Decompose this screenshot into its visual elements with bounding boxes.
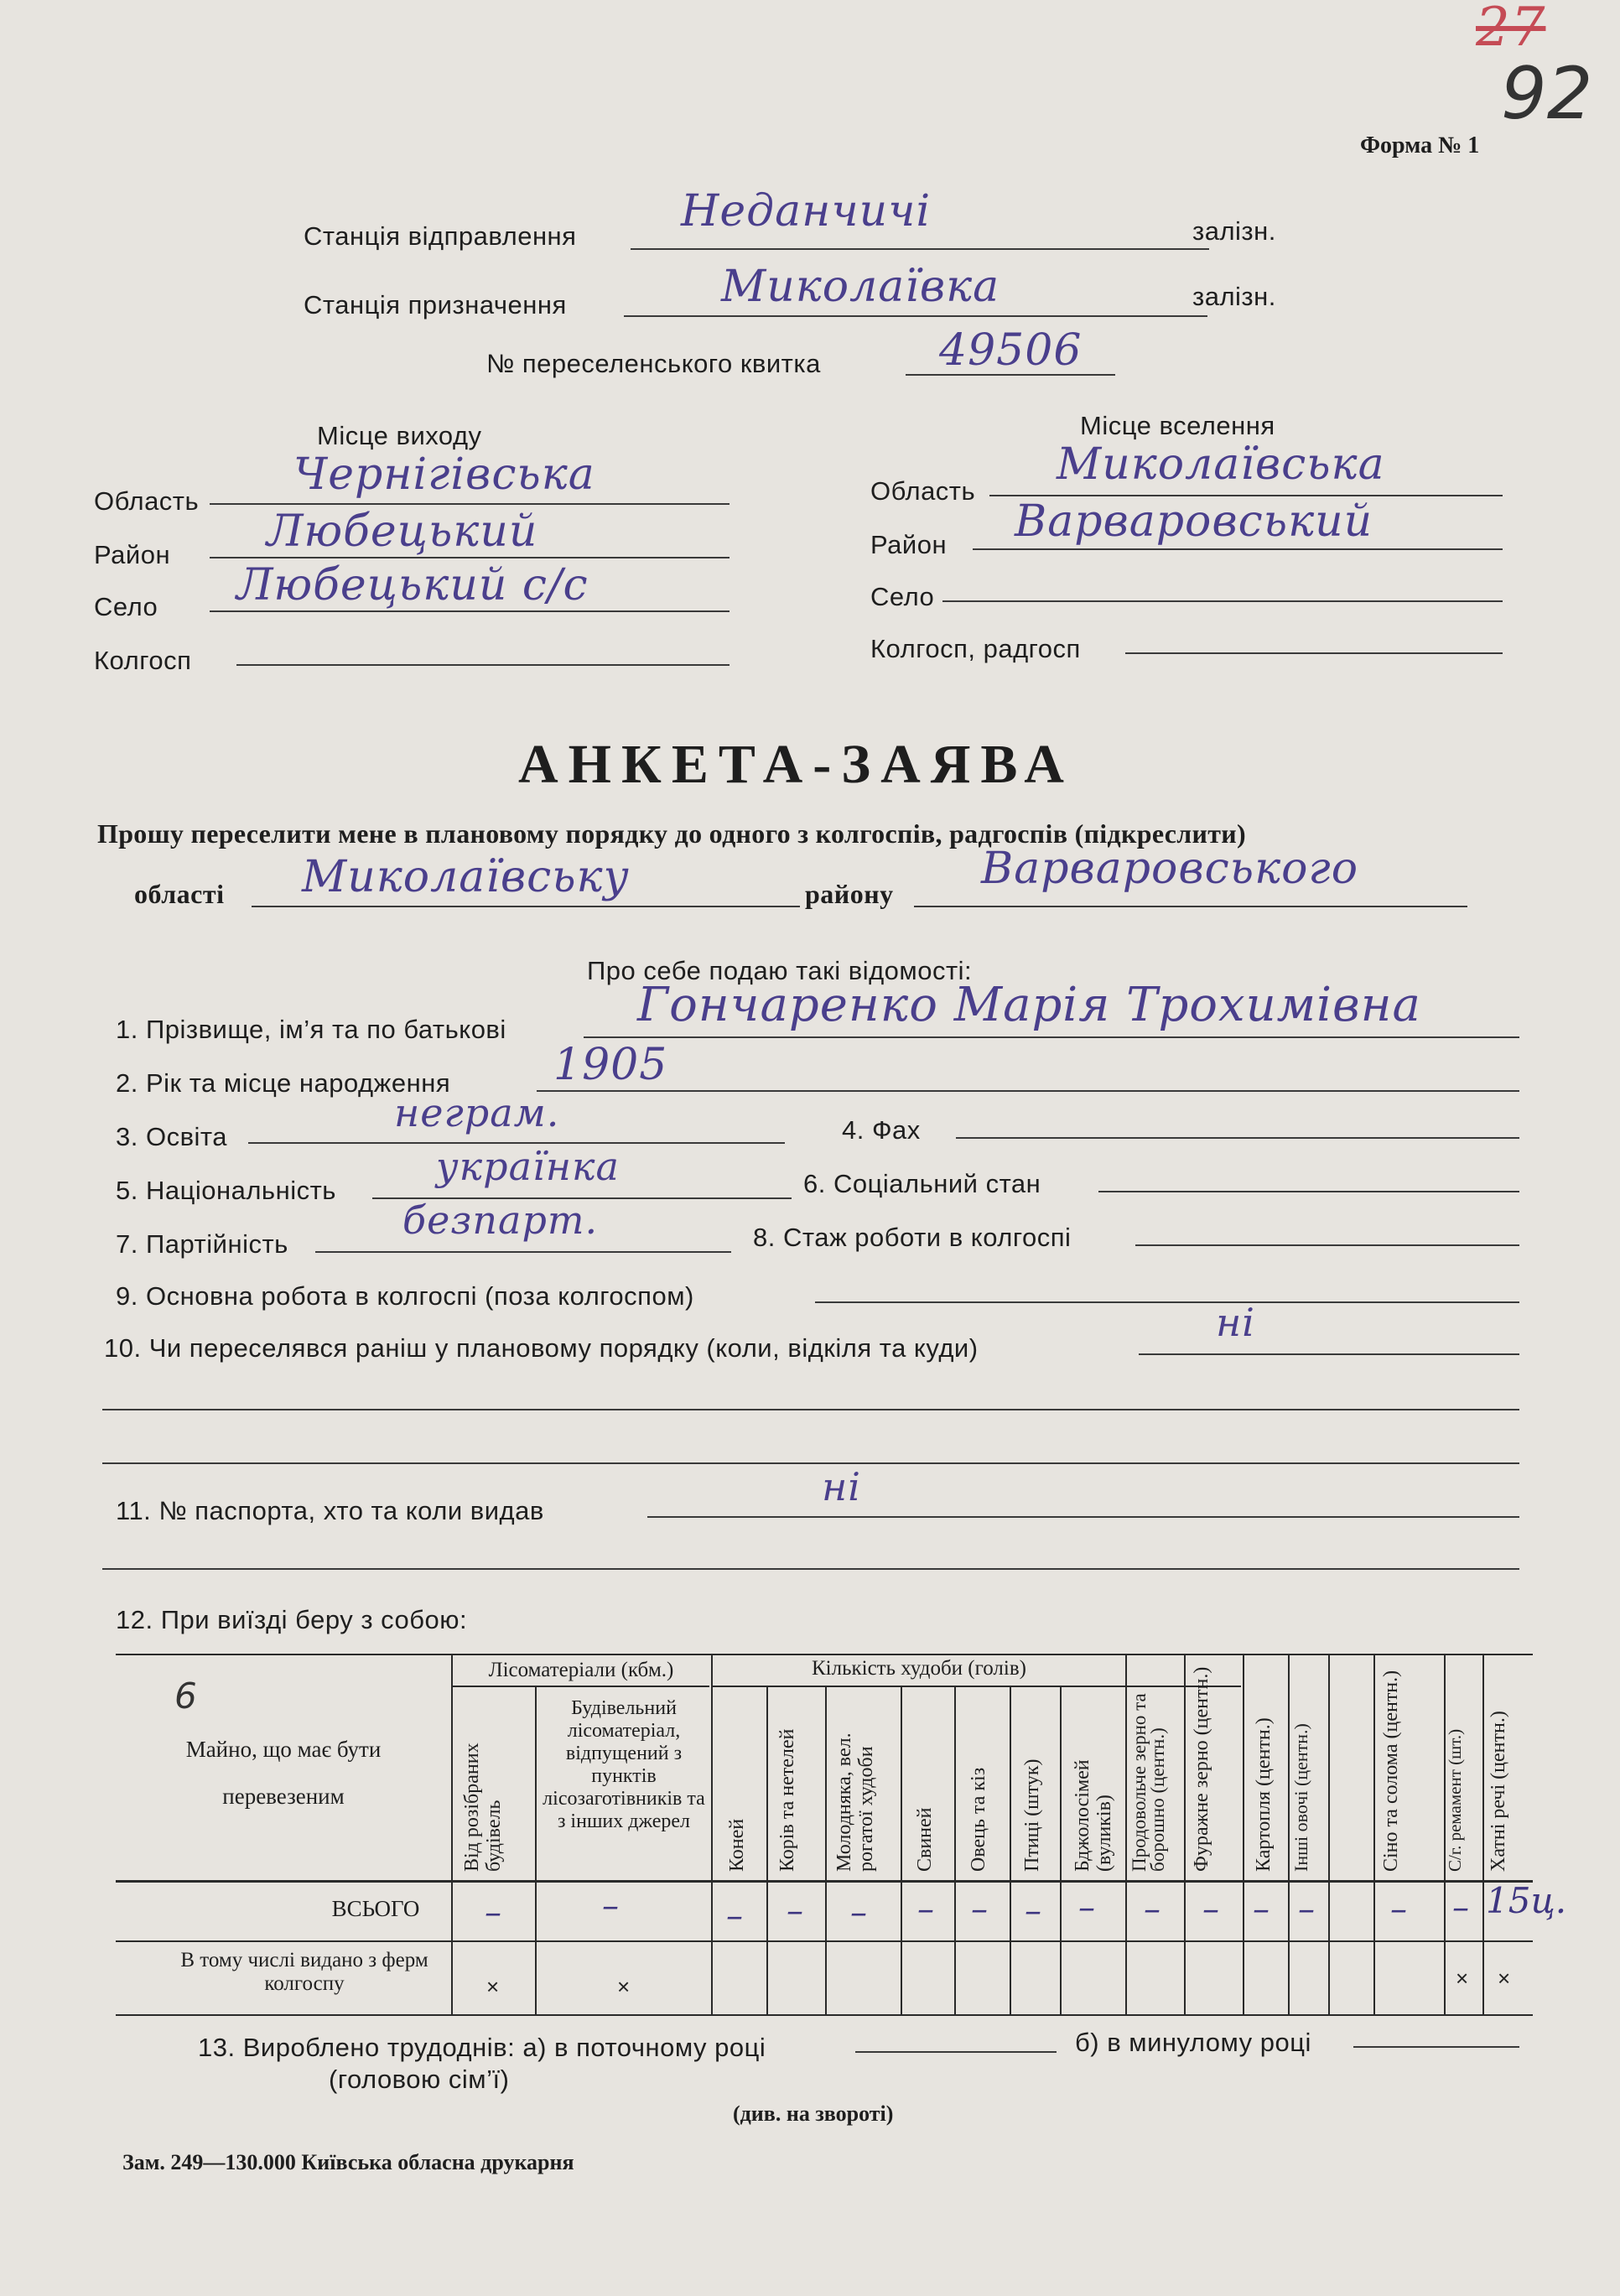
request-raion-label: району (805, 879, 894, 909)
field-1-value: Гончаренко Марія Трохимівна (637, 978, 1421, 1032)
row-farm-label: В тому числі видано з ферм колгоспу (180, 1949, 428, 1995)
form-number: Форма № 1 (1360, 132, 1480, 158)
departure-station-suffix: залізн. (1192, 216, 1276, 246)
ticket-value: 49506 (939, 325, 1083, 376)
origin-selo-value: Любецький с/с (236, 560, 589, 610)
col-sheep: Овець та кіз (968, 1767, 989, 1872)
field-10-line-c (102, 1462, 1519, 1464)
total-horses: – (726, 1897, 743, 1935)
farm-tools-x: × (1456, 1966, 1469, 1991)
total-bees: – (1078, 1888, 1095, 1927)
destination-oblast-value: Миколаївська (1057, 439, 1385, 490)
field-1-label: 1. Прізвище, ім’я та по батькові (116, 1015, 506, 1044)
field-11-line (647, 1516, 1519, 1518)
farm-house-x: × (1498, 1966, 1511, 1991)
col-pigs: Свиней (914, 1807, 936, 1872)
property-table (116, 1654, 1567, 2016)
request-oblast-value: Миколаївську (302, 852, 630, 902)
field-7-value: безпарт. (402, 1197, 599, 1243)
field-3-value: неграм. (394, 1090, 560, 1135)
field-13-label: 13. Вироблено трудоднів: а) в поточному році (198, 2033, 766, 2062)
col-building-timber: Будівельний лісоматеріал, відпущений з пунктів лісозаготівників та з інших джерел (543, 1697, 705, 1832)
col-horses: Коней (726, 1818, 748, 1872)
field-11-line-b (102, 1568, 1519, 1570)
destination-raion-line (973, 548, 1503, 550)
destination-heading: Місце вселення (1080, 411, 1275, 440)
origin-selo-line (210, 610, 730, 612)
col-demolition: Від розібраних будівель (461, 1743, 505, 1872)
ticket-label: № переселенського квитка (486, 349, 821, 378)
field-9-line (815, 1301, 1519, 1303)
archive-number-crossed: 27 (1476, 0, 1546, 59)
total-poultry: – (1025, 1892, 1041, 1930)
destination-selo-label: Село (870, 582, 935, 611)
field-13-sub: (головою сім’ї) (329, 2065, 510, 2094)
origin-kolgosp-label: Колгосп (94, 646, 192, 675)
request-text: Прошу переселити мене в плановому порядку до одного з колгоспів, радгоспів (підкреслити) (97, 818, 1246, 849)
field-7-line (315, 1251, 731, 1253)
field-3-label: 3. Освіта (116, 1122, 228, 1151)
field-13b-line (1353, 2046, 1519, 2048)
field-12-label: 12. При виїзді беру з собою: (116, 1605, 468, 1634)
field-10-line-b (102, 1409, 1519, 1410)
origin-oblast-label: Область (94, 486, 200, 516)
total-house: 15ц. (1486, 1880, 1567, 1921)
request-oblast-label: області (134, 879, 225, 909)
col-potato: Картопля (центн.) (1253, 1717, 1275, 1872)
origin-heading: Місце виходу (317, 421, 482, 450)
field-2-label: 2. Рік та місце народження (116, 1068, 451, 1098)
request-oblast-line (252, 906, 800, 907)
pencil-mark: 6 (174, 1675, 197, 1717)
origin-selo-label: Село (94, 592, 158, 621)
printer-imprint: Зам. 249—130.000 Київська обласна друкарня (122, 2150, 574, 2174)
origin-oblast-value: Чернігівська (293, 449, 595, 500)
col-poultry: Птиці (штук) (1021, 1758, 1043, 1872)
field-8-line (1135, 1244, 1519, 1246)
departure-station-label: Станція відправлення (304, 221, 577, 251)
origin-raion-line (210, 557, 730, 558)
field-6-line (1098, 1191, 1519, 1192)
total-young: – (850, 1893, 867, 1932)
archive-number: 92 (1501, 52, 1593, 136)
departure-station-line (631, 248, 1209, 250)
field-10-line-a (1139, 1353, 1519, 1355)
document-title: АНКЕТА-ЗАЯВА (518, 734, 1074, 795)
col-young: Молодняка, вел. рогатої худоби (833, 1732, 877, 1872)
col-feed-grain: Фуражне зерно (центн.) (1191, 1666, 1212, 1872)
field-13b-label: б) в минулому році (1075, 2028, 1311, 2057)
destination-station-suffix: залізн. (1192, 282, 1276, 311)
reverse-note: (див. на звороті) (733, 2101, 894, 2126)
col-food-grain: Продовольче зерно та борошно (центн.) (1129, 1693, 1168, 1872)
field-2-value: 1905 (553, 1040, 668, 1090)
field-2-line (537, 1090, 1519, 1092)
total-veg: – (1298, 1890, 1315, 1929)
total-demolition: – (485, 1893, 501, 1932)
field-11-label: 11. № паспорта, хто та коли видав (116, 1496, 544, 1525)
field-4-label: 4. Фах (842, 1115, 921, 1145)
property-label: Майно, що має бути перевезеним (185, 1737, 382, 1809)
origin-oblast-line (210, 503, 730, 505)
total-pigs: – (917, 1890, 934, 1929)
field-5-label: 5. Національність (116, 1176, 336, 1205)
field-10-value: ні (1216, 1300, 1256, 1345)
farm-building-timber-x: × (617, 1974, 631, 1999)
col-tools: С/г. ремамент (шт.) (1445, 1728, 1465, 1872)
field-7-label: 7. Партійність (116, 1229, 288, 1259)
field-4-line (956, 1137, 1519, 1139)
livestock-group-header: Кількість худоби (голів) (812, 1657, 1026, 1680)
origin-raion-label: Район (94, 540, 171, 569)
about-heading: Про себе подаю такі відомості: (587, 956, 973, 985)
departure-station-value: Неданчичі (681, 186, 932, 236)
origin-raion-value: Любецький (267, 506, 538, 557)
field-9-label: 9. Основна робота в колгоспі (поза колгоспом) (116, 1281, 694, 1311)
col-veg: Інші овочі (центн.) (1290, 1723, 1311, 1872)
field-1-line (584, 1036, 1519, 1038)
field-11-value: ні (822, 1464, 862, 1509)
total-building-timber: – (602, 1887, 619, 1925)
destination-kolgosp-label: Колгосп, радгосп (870, 634, 1081, 663)
farm-demolition-x: × (486, 1974, 500, 1999)
destination-station-line (624, 315, 1207, 317)
col-hay: Сіно та солома (центн.) (1380, 1670, 1402, 1872)
field-13a-line (855, 2051, 1057, 2053)
destination-raion-value: Варваровський (1015, 496, 1373, 547)
col-house: Хатні речі (центн.) (1488, 1711, 1509, 1872)
field-8-label: 8. Стаж роботи в колгоспі (753, 1223, 1072, 1252)
destination-station-label: Станція призначення (304, 290, 567, 319)
total-cows: – (787, 1892, 803, 1930)
request-raion-line (914, 906, 1467, 907)
total-food-grain: – (1144, 1890, 1160, 1929)
destination-oblast-label: Область (870, 476, 976, 506)
field-5-value: українка (436, 1144, 620, 1189)
total-hay: – (1390, 1890, 1407, 1929)
origin-kolgosp-line (236, 664, 730, 666)
col-cows: Корів та нетелей (776, 1728, 798, 1872)
row-total-label: ВСЬОГО (331, 1896, 420, 1921)
request-raion-value: Варваровського (981, 844, 1359, 894)
total-potato: – (1253, 1890, 1270, 1929)
total-tools: – (1452, 1888, 1469, 1927)
total-sheep: – (971, 1890, 988, 1929)
field-10-label: 10. Чи переселявся раніш у плановому порядку (коли, відкіля та куди) (104, 1333, 979, 1363)
destination-kolgosp-line (1125, 652, 1503, 654)
destination-station-value: Миколаївка (721, 262, 1000, 312)
destination-selo-line (942, 600, 1503, 602)
field-6-label: 6. Соціальний стан (803, 1169, 1041, 1198)
destination-raion-label: Район (870, 530, 948, 559)
total-feed-grain: – (1202, 1890, 1219, 1929)
col-bees: Бджолосімей (вуликів) (1072, 1759, 1115, 1872)
timber-group-header: Лісоматеріали (кбм.) (488, 1659, 674, 1681)
